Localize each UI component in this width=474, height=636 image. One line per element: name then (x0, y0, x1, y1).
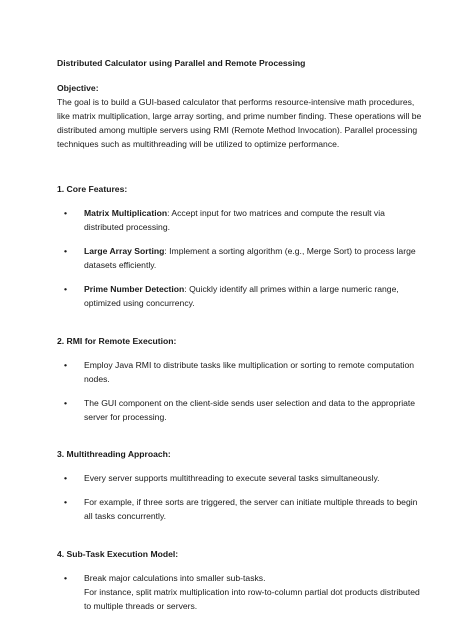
objective-heading: Objective: (57, 83, 99, 93)
section-heading: 1. Core Features: (57, 184, 128, 194)
list-item-text: For example, if three sorts are triggered, the server can initiate multiple threads to begin all tasks concurrently. (84, 497, 418, 521)
feature-term: Prime Number Detection (84, 284, 185, 294)
section-heading: 4. Sub-Task Execution Model: (57, 549, 179, 559)
section-core-features (57, 182, 422, 310)
feature-description: : Implement a sorting algorithm (e.g., Merge Sort) to process large datasets efficiently. (84, 246, 416, 270)
section-rmi (57, 334, 422, 424)
objective-paragraph: The goal is to build a GUI-based calculator that performs resource-intensive math procedures, like matrix multiplication, large array sorting, and prime number finding. These operations will be distributed among multiple servers using RMI (Remote Method Invocation). Parallel processing techniques such as multithreading will be utilized to optimize performance. (57, 97, 422, 149)
bullet-list (57, 206, 422, 310)
feature-term: Large Array Sorting (84, 246, 165, 256)
bullet-icon: • (64, 473, 68, 483)
list-item (57, 206, 422, 234)
bullet-icon: • (64, 573, 68, 583)
list-item-text: The GUI component on the client-side sends user selection and data to the appropriate server for processing. (84, 398, 416, 422)
list-item-text: Every server supports multithreading to execute several tasks simultaneously. (84, 473, 380, 483)
section-multithreading (57, 447, 422, 523)
document-title: Distributed Calculator using Parallel and Remote Processing (57, 58, 306, 68)
section-sub-task-model (57, 547, 422, 613)
bullet-list (57, 358, 422, 424)
section-heading: 3. Multithreading Approach: (57, 449, 171, 459)
bullet-icon: • (64, 246, 68, 256)
list-item-text: Employ Java RMI to distribute tasks like multiplication or sorting to remote computation nodes. (84, 360, 415, 384)
list-item (57, 282, 422, 310)
feature-description: : Accept input for two matrices and compute the result via distributed processing. (84, 208, 385, 232)
bullet-icon: • (64, 497, 68, 507)
list-item-text: Break major calculations into smaller sub-tasks. (84, 573, 266, 583)
bullet-icon: • (64, 360, 68, 370)
feature-description: : Quickly identify all primes within a large numeric range, optimized using concurrency. (84, 284, 399, 308)
list-item (57, 495, 422, 523)
bullet-icon: • (64, 284, 68, 294)
section-heading: 2. RMI for Remote Execution: (57, 336, 177, 346)
list-item (57, 396, 422, 424)
bullet-icon: • (64, 208, 68, 218)
feature-term: Matrix Multiplication (84, 208, 168, 218)
list-item (57, 244, 422, 272)
list-item (57, 471, 422, 485)
list-item (57, 358, 422, 386)
list-item (57, 571, 422, 613)
bullet-icon: • (64, 398, 68, 408)
bullet-list (57, 571, 422, 613)
document-page (57, 56, 422, 636)
bullet-list (57, 471, 422, 523)
list-item-continuation: For instance, split matrix multiplication into row-to-column partial dot products distributed to multiple threads or servers. (84, 587, 420, 611)
